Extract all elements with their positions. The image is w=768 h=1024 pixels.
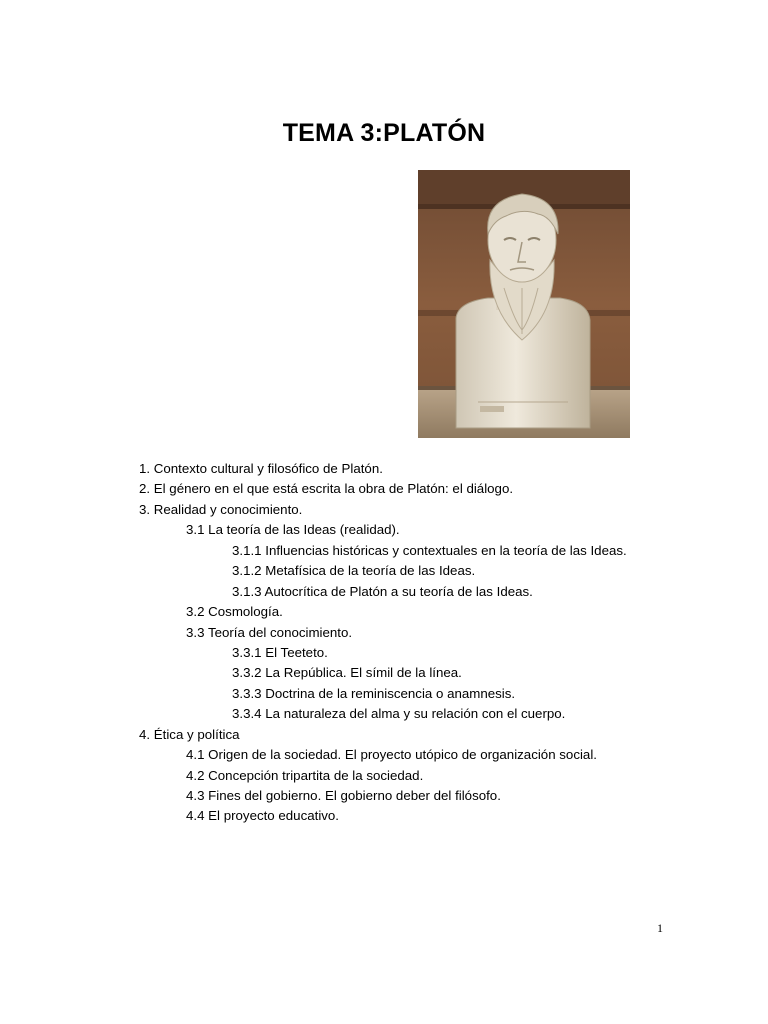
toc-item: 3.1.2 Metafísica de la teoría de las Ideas.: [232, 563, 476, 579]
toc-item: 3.3.3 Doctrina de la reminiscencia o anamnesis.: [232, 685, 516, 701]
toc-item: 4.4 El proyecto educativo.: [186, 808, 340, 824]
plato-bust-icon: [418, 170, 630, 438]
toc-item: 3.2 Cosmología.: [186, 604, 283, 620]
toc-item: 3.1 La teoría de las Ideas (realidad).: [186, 522, 400, 538]
toc-item: 3.3.2 La República. El símil de la línea.: [232, 665, 462, 681]
toc-item: 4.1 Origen de la sociedad. El proyecto utópico de organización social.: [186, 747, 597, 763]
toc-item: 2. El género en el que está escrita la obra de Platón: el diálogo.: [139, 481, 514, 497]
toc-item: 3.3 Teoría del conocimiento.: [186, 624, 353, 640]
toc-item: 3.3.4 La naturaleza del alma y su relación con el cuerpo.: [232, 706, 566, 722]
toc-item: 4.3 Fines del gobierno. El gobierno deber del filósofo.: [186, 788, 501, 803]
toc-item: 3. Realidad y conocimiento.: [139, 501, 303, 517]
table-of-contents: [139, 459, 627, 827]
toc-item: 3.3.1 El Teeteto.: [232, 644, 328, 660]
toc-item: 3.1.3 Autocrítica de Platón a su teoría de las Ideas.: [232, 583, 533, 599]
page-title: TEMA 3:PLATÓN: [282, 119, 486, 147]
page-number: 1: [657, 921, 663, 935]
plato-bust-image: [418, 170, 630, 438]
toc-item: 3.1.1 Influencias históricas y contextuales en la teoría de las Ideas.: [232, 542, 627, 558]
toc-item: 4. Ética y política: [139, 726, 240, 742]
toc-item: 4.2 Concepción tripartita de la sociedad.: [186, 767, 424, 783]
toc-item: 1. Contexto cultural y filosófico de Platón.: [139, 461, 383, 476]
